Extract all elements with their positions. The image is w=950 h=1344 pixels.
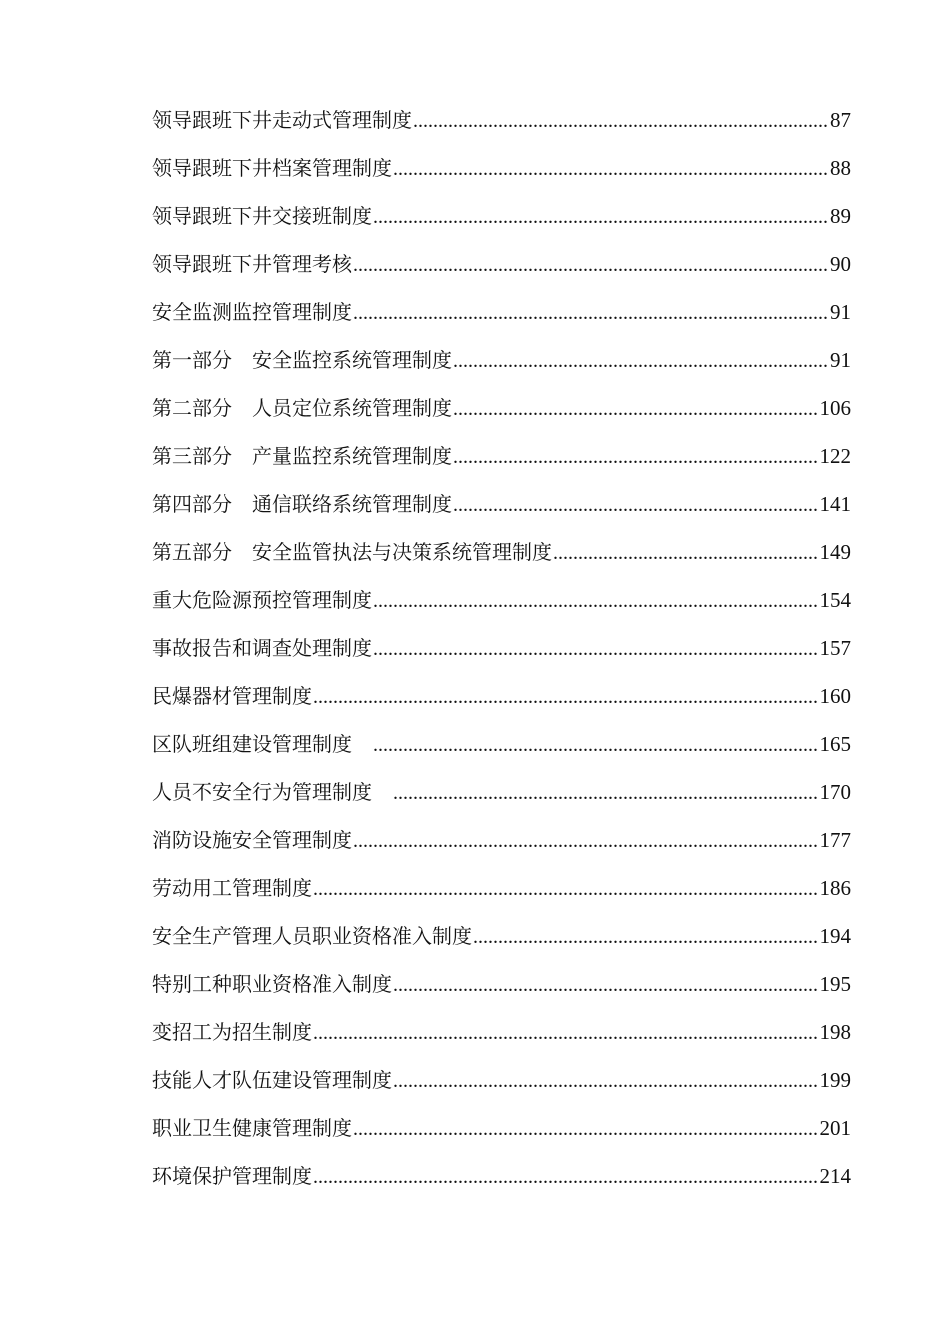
- toc-entry[interactable]: [152, 576, 851, 624]
- toc-dot-leader: [453, 432, 819, 481]
- toc-entry[interactable]: [152, 384, 851, 432]
- toc-entry-title: 职业卫生健康管理制度: [152, 1116, 352, 1140]
- toc-dot-leader: [373, 624, 819, 673]
- toc-page-number: 199: [819, 1068, 851, 1092]
- toc-dot-leader: [353, 816, 819, 865]
- toc-entry[interactable]: [152, 768, 851, 816]
- toc-page-number: 198: [819, 1020, 851, 1044]
- toc-dot-leader: [413, 96, 829, 145]
- toc-dot-leader: [373, 192, 829, 241]
- toc-dot-leader: [353, 288, 829, 337]
- toc-dot-leader: [353, 240, 829, 289]
- toc-page-number: 91: [830, 300, 851, 324]
- toc-entry-title: 领导跟班下井管理考核: [152, 252, 352, 276]
- toc-entry-title: 劳动用工管理制度: [152, 876, 312, 900]
- toc-page-number: 165: [819, 732, 851, 756]
- toc-page-number: 160: [819, 684, 851, 708]
- toc-entry[interactable]: [152, 1056, 851, 1104]
- toc-dot-leader: [453, 480, 819, 529]
- toc-page-number: 141: [819, 492, 851, 516]
- toc-dot-leader: [313, 1152, 819, 1201]
- toc-dot-leader: [393, 768, 819, 817]
- toc-entry[interactable]: [152, 480, 851, 528]
- toc-entry-title: 变招工为招生制度: [152, 1020, 312, 1044]
- toc-entry-title: 技能人才队伍建设管理制度: [152, 1068, 392, 1092]
- toc-entry-title: 第三部分 产量监控系统管理制度: [152, 444, 452, 468]
- toc-dot-leader: [553, 528, 819, 577]
- toc-entry[interactable]: [152, 1152, 851, 1200]
- toc-entry[interactable]: [152, 288, 851, 336]
- toc-page-number: 201: [819, 1116, 851, 1140]
- toc-page-number: 195: [819, 972, 851, 996]
- toc-entry-title: 安全生产管理人员职业资格准入制度: [152, 924, 472, 948]
- table-of-contents: [152, 96, 851, 1200]
- toc-entry[interactable]: [152, 672, 851, 720]
- toc-page-number: 106: [819, 396, 851, 420]
- toc-entry[interactable]: [152, 960, 851, 1008]
- toc-entry-title: 民爆器材管理制度: [152, 684, 312, 708]
- toc-dot-leader: [313, 1008, 819, 1057]
- toc-entry-title: 重大危险源预控管理制度: [152, 588, 372, 612]
- toc-page-number: 87: [830, 108, 851, 132]
- toc-entry[interactable]: [152, 432, 851, 480]
- toc-entry-title: 领导跟班下井档案管理制度: [152, 156, 392, 180]
- toc-entry[interactable]: [152, 624, 851, 672]
- toc-entry-title: 事故报告和调查处理制度: [152, 636, 372, 660]
- toc-entry[interactable]: [152, 240, 851, 288]
- toc-entry[interactable]: [152, 816, 851, 864]
- toc-entry[interactable]: [152, 864, 851, 912]
- toc-entry-title: 特别工种职业资格准入制度: [152, 972, 392, 996]
- toc-dot-leader: [393, 960, 819, 1009]
- toc-dot-leader: [313, 672, 819, 721]
- toc-entry-title: 第四部分 通信联络系统管理制度: [152, 492, 452, 516]
- toc-dot-leader: [453, 336, 829, 385]
- toc-entry-title: 第二部分 人员定位系统管理制度: [152, 396, 452, 420]
- toc-entry-title: 安全监测监控管理制度: [152, 300, 352, 324]
- toc-page-number: 154: [819, 588, 851, 612]
- toc-entry-title: 消防设施安全管理制度: [152, 828, 352, 852]
- toc-page-number: 89: [830, 204, 851, 228]
- toc-entry-title: 第五部分 安全监管执法与决策系统管理制度: [152, 540, 552, 564]
- toc-dot-leader: [453, 384, 819, 433]
- toc-dot-leader: [393, 144, 829, 193]
- toc-page-number: 186: [819, 876, 851, 900]
- toc-entry[interactable]: [152, 528, 851, 576]
- toc-entry[interactable]: [152, 336, 851, 384]
- toc-page-number: 90: [830, 252, 851, 276]
- toc-dot-leader: [393, 1056, 819, 1105]
- toc-page-number: 88: [830, 156, 851, 180]
- toc-dot-leader: [373, 720, 819, 769]
- toc-page-number: 149: [819, 540, 851, 564]
- toc-entry[interactable]: [152, 96, 851, 144]
- toc-page-number: 122: [819, 444, 851, 468]
- toc-page-number: 157: [819, 636, 851, 660]
- toc-page-number: 177: [819, 828, 851, 852]
- toc-entry-title: 领导跟班下井走动式管理制度: [152, 108, 412, 132]
- toc-entry-title: 环境保护管理制度: [152, 1164, 312, 1188]
- toc-entry-title: 领导跟班下井交接班制度: [152, 204, 372, 228]
- toc-entry-title: 人员不安全行为管理制度: [152, 780, 392, 804]
- toc-dot-leader: [313, 864, 819, 913]
- toc-entry-title: 区队班组建设管理制度: [152, 732, 372, 756]
- toc-entry[interactable]: [152, 1104, 851, 1152]
- toc-entry[interactable]: [152, 912, 851, 960]
- toc-entry[interactable]: [152, 720, 851, 768]
- toc-entry-title: 第一部分 安全监控系统管理制度: [152, 348, 452, 372]
- toc-page-number: 91: [830, 348, 851, 372]
- toc-entry[interactable]: [152, 192, 851, 240]
- toc-entry[interactable]: [152, 144, 851, 192]
- toc-page-number: 194: [819, 924, 851, 948]
- toc-page-number: 170: [819, 780, 851, 804]
- toc-dot-leader: [473, 912, 819, 961]
- toc-entry[interactable]: [152, 1008, 851, 1056]
- toc-dot-leader: [373, 576, 819, 625]
- toc-dot-leader: [353, 1104, 819, 1153]
- toc-page-number: 214: [819, 1164, 851, 1188]
